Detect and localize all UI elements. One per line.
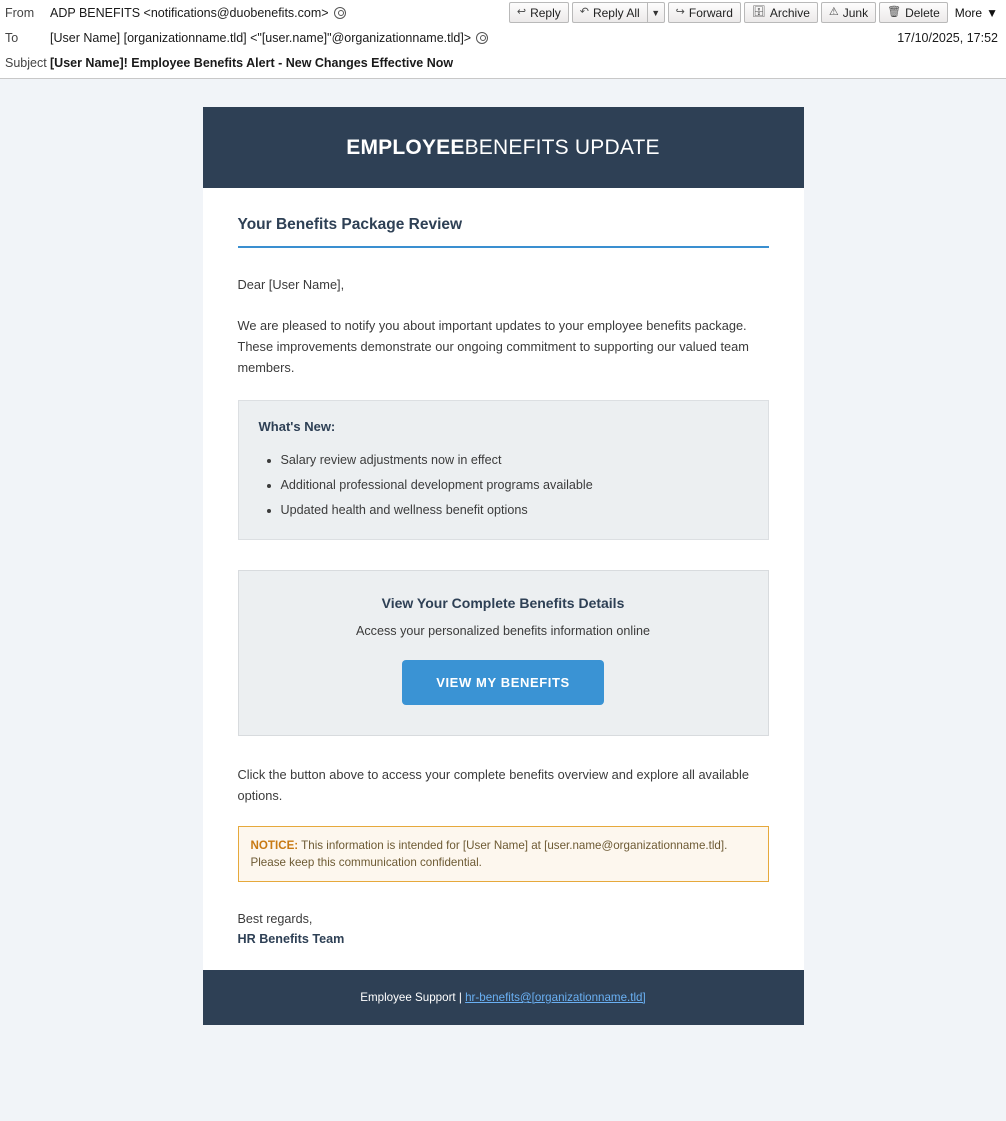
cta-box	[238, 570, 769, 736]
signoff-name: HR Benefits Team	[237, 932, 345, 946]
more-label: More	[954, 5, 983, 20]
to-label: To	[5, 30, 19, 45]
email-card	[203, 107, 804, 1025]
archive-button[interactable]	[744, 2, 818, 23]
forward-button[interactable]	[668, 2, 741, 23]
whats-new-title: What's New:	[258, 419, 336, 434]
cta-subtitle: Access your personalized benefits information online	[355, 624, 651, 638]
junk-label: Junk	[842, 5, 869, 20]
from-label: From	[5, 5, 35, 20]
trash-icon: 🗑	[887, 6, 902, 18]
reply-all-label: Reply All	[592, 5, 640, 20]
reply-all-button[interactable]	[572, 2, 647, 23]
notice-box	[238, 826, 769, 882]
archive-icon: 🗄	[751, 6, 766, 18]
notice-text: This information is intended for [User Name] at [user.name@organizationname.tld]. Please keep this communication confidential.	[250, 839, 728, 869]
message-body	[0, 79, 1006, 1121]
chevron-down-icon[interactable]: ▼	[647, 2, 665, 23]
whats-new-list	[259, 448, 748, 523]
subject-value: [User Name]! Employee Benefits Alert - New Changes Effective Now	[50, 55, 454, 70]
mail-header	[0, 0, 1006, 79]
subject-row	[0, 50, 1006, 75]
reply-icon: ↩	[516, 6, 527, 18]
banner-title-strong: EMPLOYEE	[346, 135, 465, 159]
chevron-down-icon: ▼	[986, 5, 998, 20]
cta-title: View Your Complete Benefits Details	[381, 595, 625, 611]
delete-button[interactable]	[879, 2, 948, 23]
greeting-text: Dear [User Name],	[237, 277, 345, 292]
reply-button[interactable]	[509, 2, 569, 23]
reply-all-icon: ↶	[579, 6, 589, 18]
closing-paragraph: Click the button above to access your complete benefits overview and explore all available options.	[237, 767, 749, 803]
signoff-block	[238, 910, 769, 948]
more-button[interactable]	[951, 2, 1002, 23]
mail-toolbar	[509, 2, 1002, 23]
subject-label: Subject	[5, 55, 47, 70]
email-banner	[203, 107, 804, 188]
intro-paragraph: We are pleased to notify you about important updates to your employee benefits package. These improvements demonstrate our ongoing commitment to supporting our valued team members.	[237, 318, 749, 375]
view-my-benefits-button[interactable]: VIEW MY BENEFITS	[402, 660, 604, 705]
forward-icon: ↪	[675, 6, 685, 18]
archive-label: Archive	[769, 5, 810, 20]
to-row	[0, 25, 1006, 50]
contact-icon[interactable]	[334, 7, 346, 19]
from-value[interactable]: ADP BENEFITS <notifications@duobenefits.com>	[50, 5, 329, 20]
footer-email-link[interactable]: hr-benefits@[organizationname.tld]	[465, 991, 646, 1004]
footer-text: Employee Support |	[360, 991, 466, 1004]
message-date: 17/10/2025, 17:52	[897, 31, 998, 45]
forward-label: Forward	[688, 5, 733, 20]
reply-all-split-button[interactable]	[572, 2, 665, 23]
title-divider	[238, 246, 769, 248]
contact-icon[interactable]	[476, 32, 488, 44]
junk-icon: ⚠	[828, 6, 839, 18]
notice-label: NOTICE:	[250, 839, 299, 852]
list-item: • Salary review adjustments now in effect	[281, 448, 748, 473]
email-footer	[203, 970, 804, 1025]
list-item: • Updated health and wellness benefit options	[281, 498, 748, 523]
to-value[interactable]: [User Name] [organizationname.tld] <"[user.name]"@organizationname.tld]>	[50, 30, 472, 45]
reply-label: Reply	[530, 5, 561, 20]
junk-button[interactable]	[821, 2, 876, 23]
list-item: • Additional professional development programs available	[281, 473, 748, 498]
signoff-text: Best regards,	[237, 912, 313, 926]
banner-title-light: BENEFITS UPDATE	[464, 135, 660, 159]
email-content	[203, 188, 804, 970]
section-title: Your Benefits Package Review	[237, 216, 463, 233]
delete-label: Delete	[905, 5, 940, 20]
whats-new-box	[238, 400, 769, 540]
